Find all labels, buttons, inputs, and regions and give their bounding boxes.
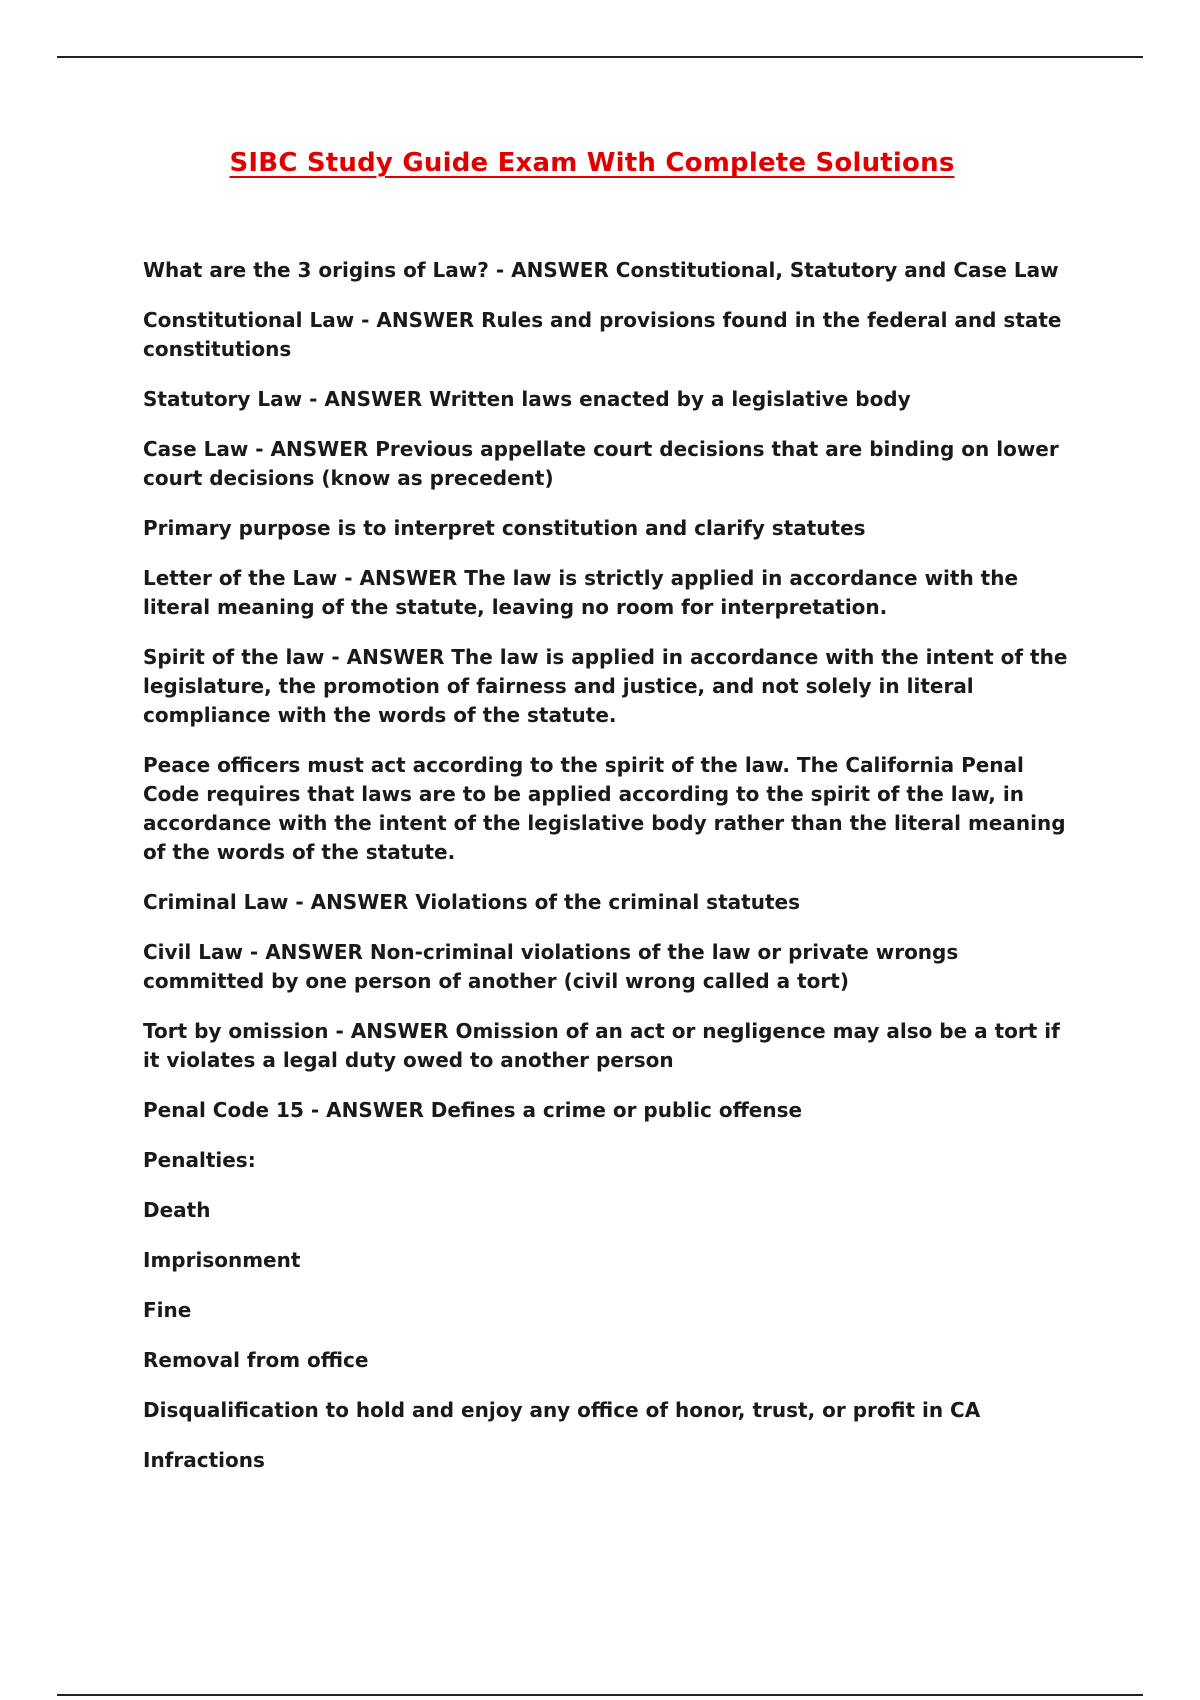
paragraph: Infractions <box>143 1448 265 1472</box>
paragraph: Fine <box>143 1298 192 1322</box>
header-rule <box>57 56 1143 58</box>
document-title-text: SIBC Study Guide Exam With Complete Solutions <box>229 148 955 178</box>
paragraph: Statutory Law - ANSWER Written laws enacted by a legislative body <box>143 387 911 411</box>
paragraph: Tort by omission - ANSWER Omission of an act or negligence may also be a tort if it violates a legal duty owed to another person <box>143 1019 1060 1072</box>
paragraph: Peace officers must act according to the spirit of the law. The California Penal Code requires that laws are to be applied according to the spirit of the law, in accordance with the intent of the legislative body rather than the literal meaning of the words of the statute. <box>143 753 1066 864</box>
paragraph: Case Law - ANSWER Previous appellate court decisions that are binding on lower court decisions (know as precedent) <box>143 437 1059 490</box>
document-body <box>143 256 1083 1496</box>
paragraph: Spirit of the law - ANSWER The law is applied in accordance with the intent of the legislature, the promotion of fairness and justice, and not solely in literal compliance with the words of the statute. <box>143 645 1068 727</box>
paragraph: Penalties: <box>143 1148 256 1172</box>
paragraph: Civil Law - ANSWER Non-criminal violations of the law or private wrongs committed by one person of another (civil wrong called a tort) <box>143 940 959 993</box>
paragraph: Letter of the Law - ANSWER The law is strictly applied in accordance with the literal meaning of the statute, leaving no room for interpretation. <box>143 566 1019 619</box>
document-title <box>0 148 1200 178</box>
paragraph: Criminal Law - ANSWER Violations of the criminal statutes <box>143 890 800 914</box>
paragraph: Removal from office <box>143 1348 369 1372</box>
paragraph: Death <box>143 1198 211 1222</box>
paragraph: Penal Code 15 - ANSWER Defines a crime or public offense <box>143 1098 803 1122</box>
paragraph: Imprisonment <box>143 1248 301 1272</box>
paragraph: Constitutional Law - ANSWER Rules and provisions found in the federal and state constitutions <box>143 308 1062 361</box>
paragraph: What are the 3 origins of Law? - ANSWER Constitutional, Statutory and Case Law <box>143 258 1059 282</box>
paragraph: Disqualification to hold and enjoy any office of honor, trust, or profit in CA <box>143 1398 981 1422</box>
footer-rule <box>57 1694 1143 1696</box>
paragraph: Primary purpose is to interpret constitution and clarify statutes <box>143 516 866 540</box>
